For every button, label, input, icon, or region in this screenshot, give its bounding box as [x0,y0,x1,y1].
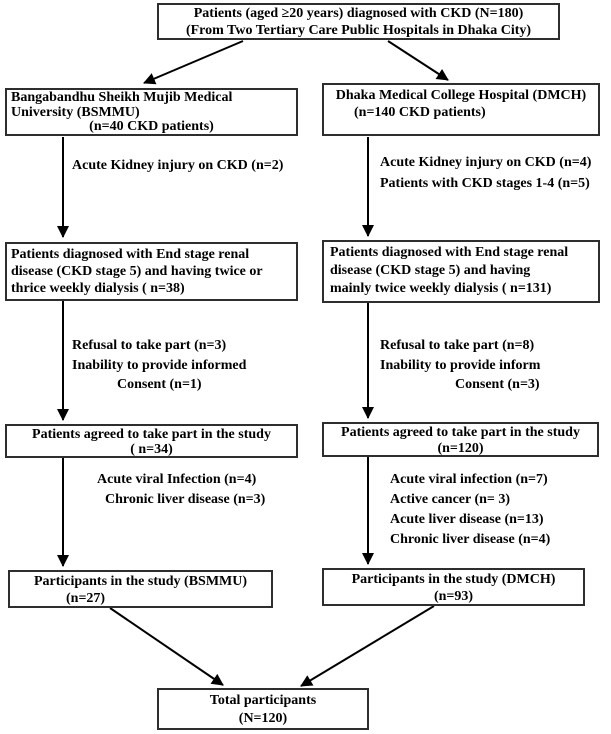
dmch-agreed-box [322,422,599,457]
arrow-top-to-bsmmu [144,41,243,83]
arrow-top-to-dmch [388,41,448,80]
dmch-esrd-box-line: disease (CKD stage 5) and having [330,263,531,278]
bsmmu-exclusion1-line: Acute Kidney injury on CKD (n=2) [72,158,284,173]
bsmmu-exclusion2-label [72,336,246,395]
bsmmu-agreed-box [5,424,298,458]
enrollment-box [157,3,560,40]
dmch-exclusion1-line: Acute Kidney injury on CKD (n=4) [380,155,592,170]
bsmmu-hospital-box [5,88,298,136]
bsmmu-participants-box-line: Participants in the study (BSMMU) [33,574,248,589]
bsmmu-agreed-box-line: Patients agreed to take part in the study [32,427,271,442]
total-participants-box-line: (N=120) [238,711,288,726]
dmch-exclusion2-label [380,336,540,395]
total-participants-box-line: Total participants [209,693,317,708]
dmch-agreed-box-line: (n=120) [437,440,484,456]
bsmmu-participants-box-line: (n=27) [66,590,106,606]
bsmmu-hospital-box-line: University (BSMMU) [11,104,140,120]
dmch-exclusion3-label [390,470,550,550]
arrow-dmch-to-total [301,606,434,686]
dmch-exclusion3-line: Acute viral infection (n=7) [390,472,548,487]
dmch-exclusion1-line: Patients with CKD stages 1-4 (n=5) [380,176,590,191]
bsmmu-agreed-box-line: ( n=34) [130,442,173,457]
dmch-exclusion2-line: Refusal to take part (n=8) [380,338,535,353]
bsmmu-exclusion3-line: Chronic liver disease (n=3) [105,492,266,507]
dmch-esrd-box-line: Patients diagnosed with End stage renal [330,245,569,260]
bsmmu-esrd-box-line: disease (CKD stage 5) and having twice or [11,264,263,279]
dmch-exclusion3-line: Active cancer (n= 3) [390,492,511,507]
dmch-exclusion1-label [380,152,591,194]
dmch-hospital-box [322,83,600,136]
dmch-esrd-box [322,240,600,303]
dmch-exclusion2-line: Consent (n=3) [455,377,540,392]
dmch-exclusion3-line: Acute liver disease (n=13) [390,512,544,527]
bsmmu-exclusion3-label [97,470,265,510]
arrow-bsmmu-to-total [110,608,223,685]
bsmmu-hospital-box-line: Bangabandhu Sheikh Mujib Medical [11,90,233,105]
enrollment-box-line: (From Two Tertiary Care Public Hospitals in Dhaka City) [185,22,532,38]
bsmmu-exclusion2-line: Consent (n=1) [117,377,202,392]
dmch-exclusion3-line: Chronic liver disease (n=4) [390,532,551,547]
dmch-participants-box [322,568,585,606]
bsmmu-esrd-box-line: Patients diagnosed with End stage renal [11,247,250,262]
dmch-esrd-box-line: mainly twice weekly dialysis ( n=131) [330,281,552,296]
bsmmu-exclusion2-line: Refusal to take part (n=3) [72,338,227,353]
bsmmu-exclusion3-line: Acute viral Infection (n=4) [97,472,257,487]
enrollment-box-line: Patients (aged ≥20 years) diagnosed with CKD (N=180) [193,6,524,21]
bsmmu-esrd-box-line: thrice weekly dialysis ( n=38) [11,281,185,296]
dmch-participants-box-line: (n=93) [433,588,474,604]
bsmmu-exclusion1-label [72,156,283,176]
dmch-exclusion2-line: Inability to provide inform [380,357,541,373]
bsmmu-exclusion2-line: Inability to provide informed [72,357,247,373]
dmch-hospital-box-line: Dhaka Medical College Hospital (DMCH) [335,88,587,103]
bsmmu-participants-box [8,570,273,608]
dmch-participants-box-line: Participants in the study (DMCH) [351,572,556,587]
dmch-agreed-box-line: Patients agreed to take part in the study [341,425,580,440]
bsmmu-esrd-box [5,242,298,301]
dmch-hospital-box-line: (n=140 CKD patients) [354,105,486,120]
bsmmu-hospital-box-line: (n=40 CKD patients) [89,119,214,135]
total-participants-box [157,688,369,730]
